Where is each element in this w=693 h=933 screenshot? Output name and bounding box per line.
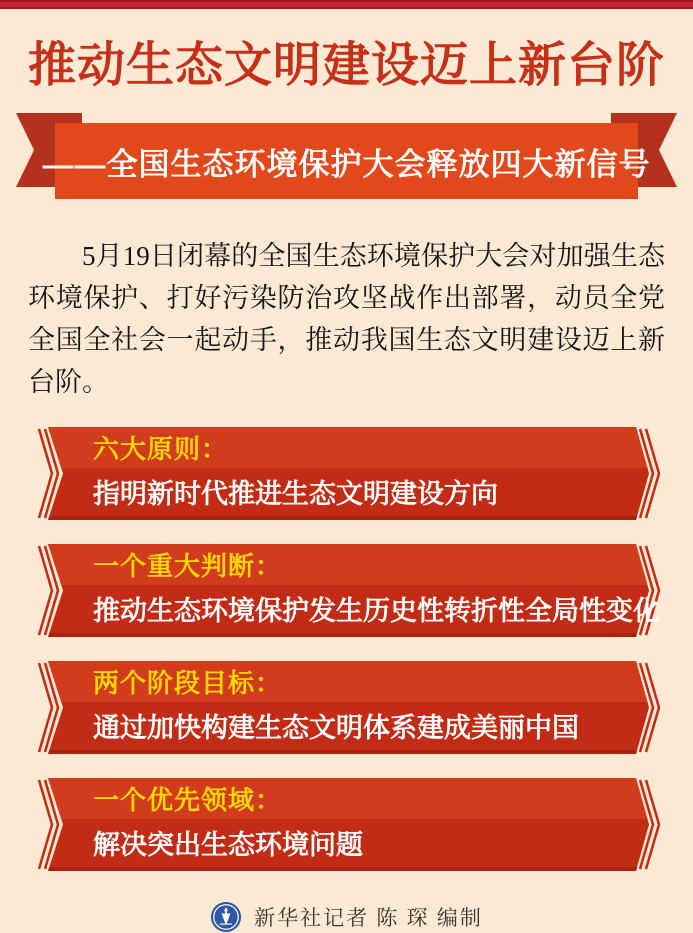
banner-heading: 六大原则： <box>93 434 229 464</box>
banner-text: 指明新时代推进生态文明建设方向 <box>93 479 498 509</box>
top-accent-bar <box>0 0 693 9</box>
banner-heading: 一个重大判断： <box>93 551 283 581</box>
signal-banner-2 <box>36 544 662 637</box>
banner-text: 推动生态环境保护发生历史性转折性全局性变化 <box>93 596 660 626</box>
signal-banner-list <box>0 427 693 871</box>
subtitle-ribbon <box>0 113 693 199</box>
banner-text: 解决突出生态环境问题 <box>93 830 363 860</box>
page-title: 推动生态文明建设迈上新台阶 <box>27 39 665 92</box>
banner-heading: 一个优先领域： <box>93 785 283 815</box>
subtitle-text: ——全国生态环境保护大会释放四大新信号 <box>55 123 638 199</box>
intro-paragraph: 5月19日闭幕的全国生态环境保护大会对加强生态环境保护、打好污染防治攻坚战作出部署，动员全党全国全社会一起动手，推动我国生态文明建设迈上新台阶。 <box>28 241 665 397</box>
banner-heading: 两个阶段目标： <box>93 668 283 698</box>
credit-footer <box>0 901 693 933</box>
signal-banner-1 <box>36 427 662 520</box>
banner-text: 通过加快构建生态文明体系建成美丽中国 <box>93 713 579 743</box>
xinhua-logo-icon <box>210 901 242 933</box>
signal-banner-4 <box>36 778 662 871</box>
signal-banner-3 <box>36 661 662 754</box>
credit-text: 新华社记者 陈 琛 编制 <box>254 906 483 930</box>
